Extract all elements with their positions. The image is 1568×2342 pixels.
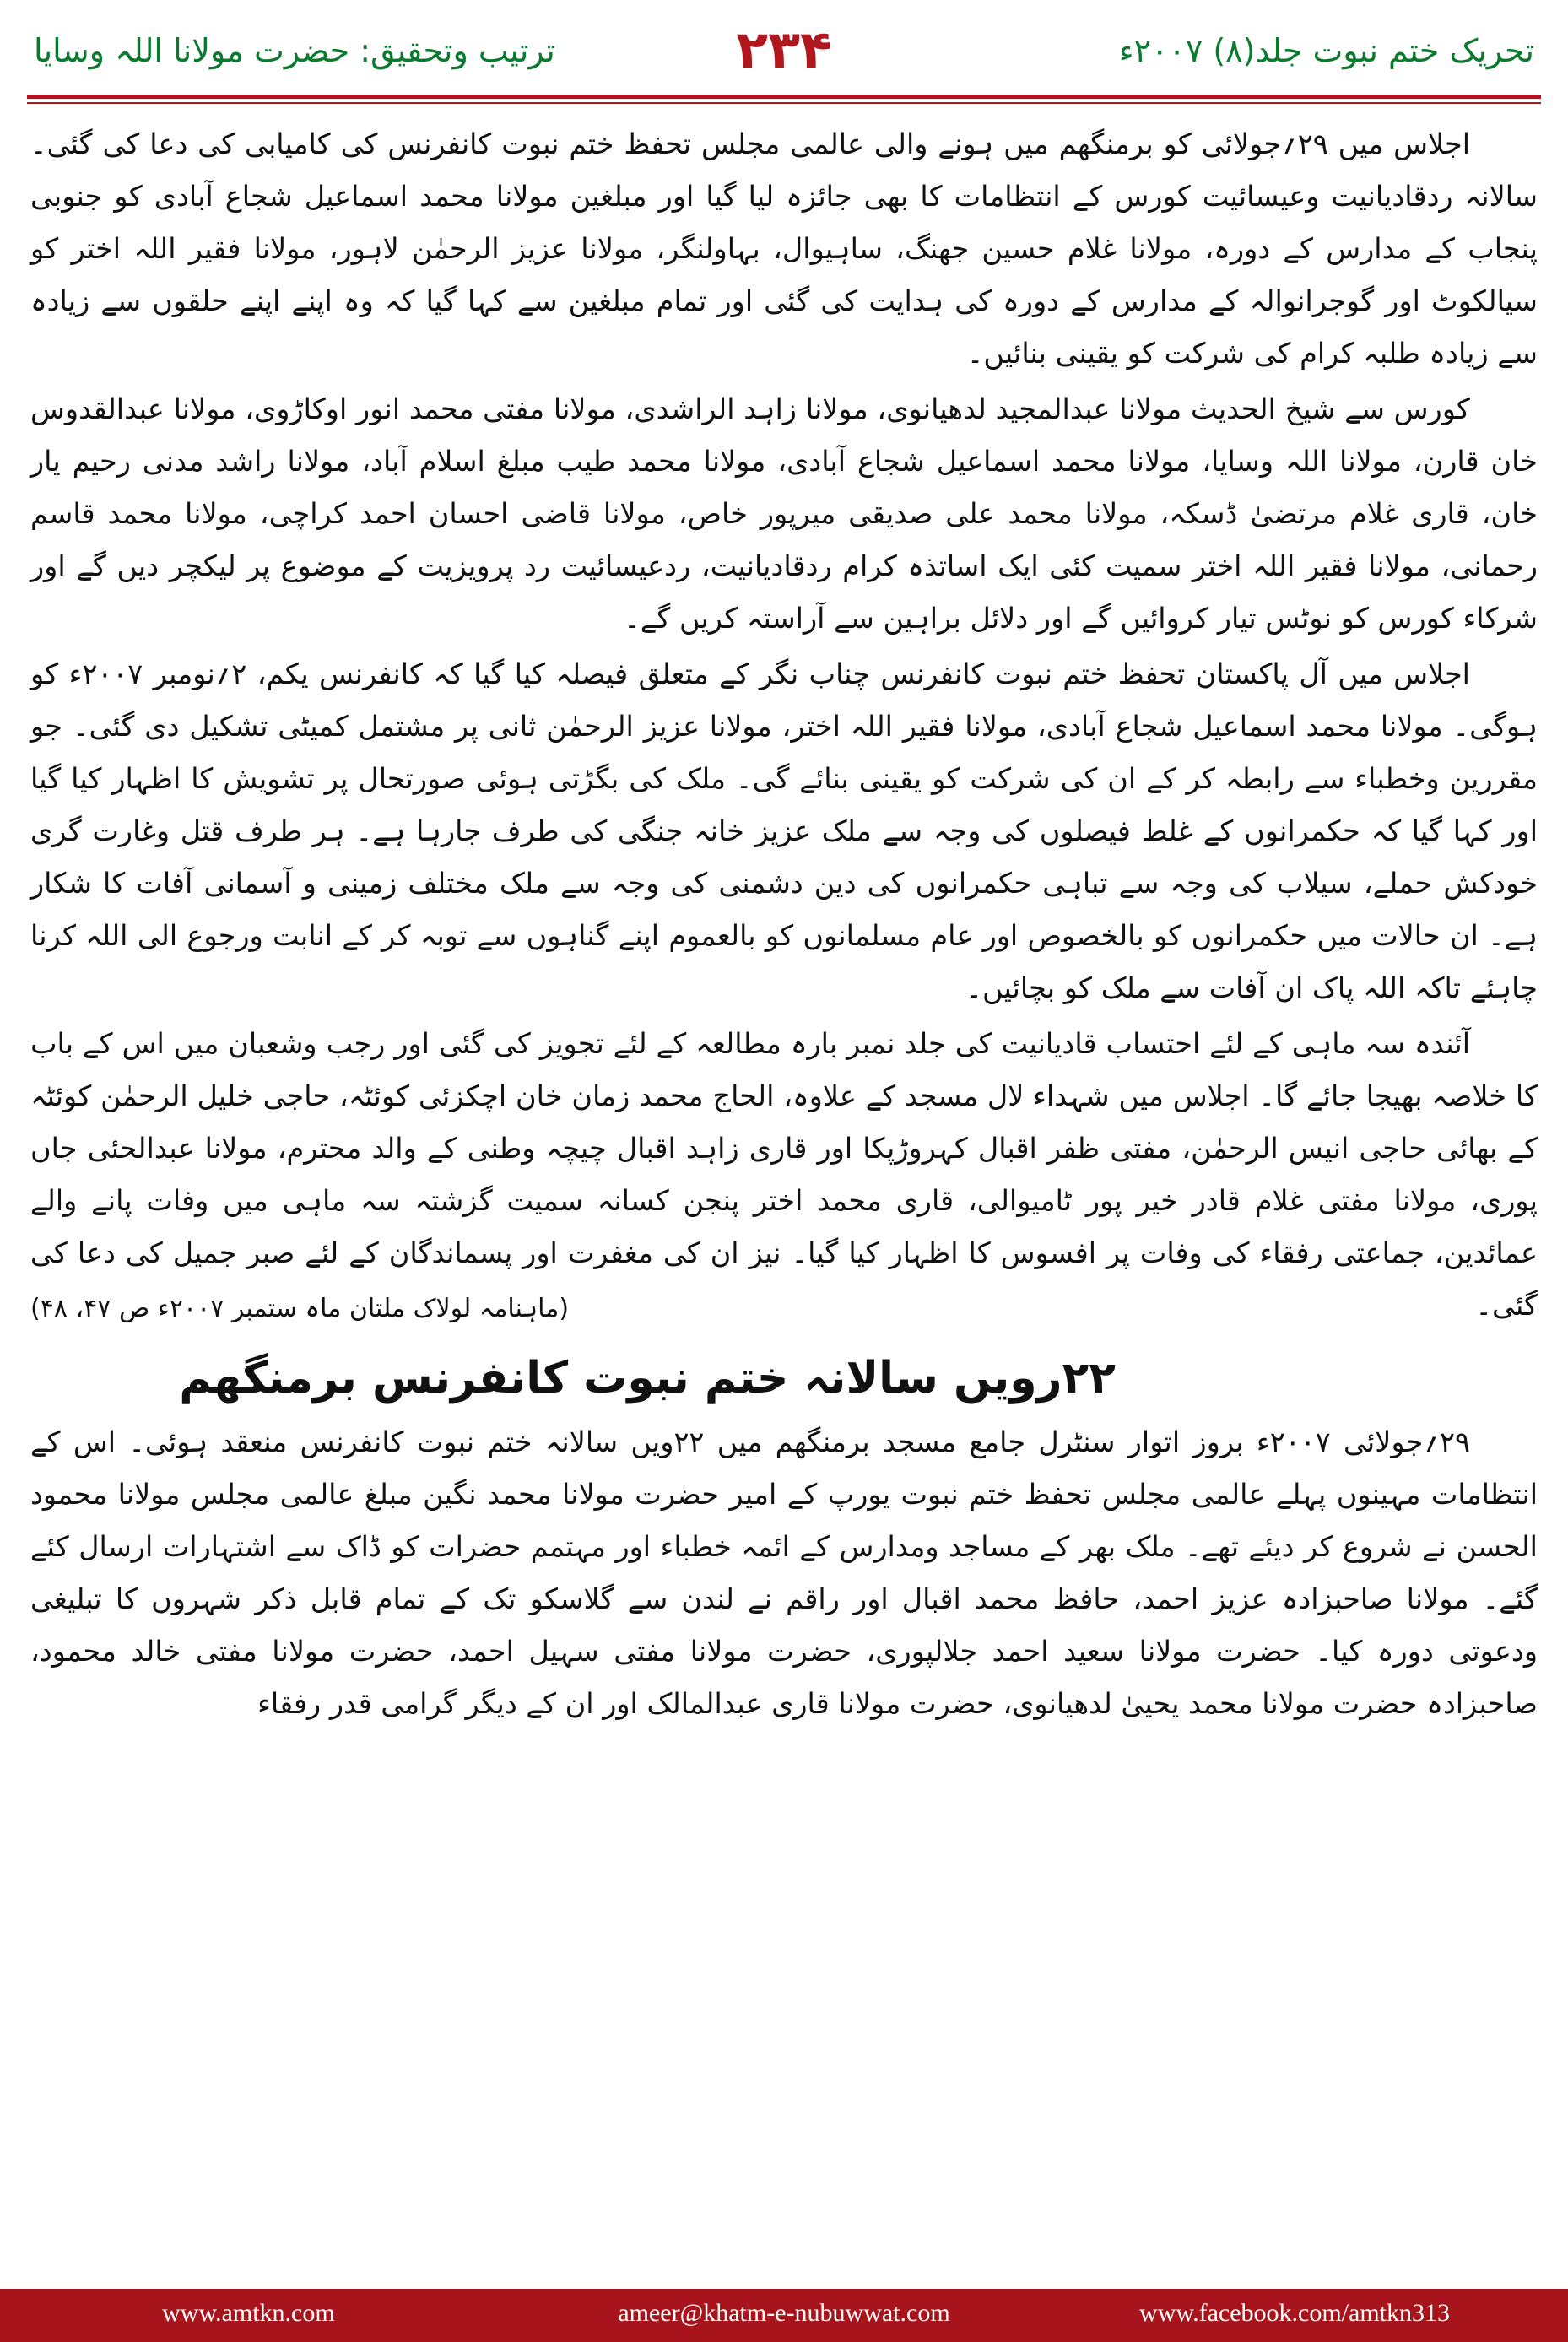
facebook-link[interactable]: www.facebook.com/amtkn313 <box>1139 2299 1450 2327</box>
source-citation: (ماہنامہ لولاک ملتان ماہ ستمبر ۲۰۰۷ء ص ۴۷، ۴۸) <box>30 1294 570 1323</box>
paragraph: اجلاس میں ۲۹؍جولائی کو برمنگھم میں ہونے والی عالمی مجلس تحفظ ختم نبوت کانفرنس کی کامیابی کی دعا کی گئی۔ سالانہ ردقادیانیت وعیسائیت کورس کے انتظامات کا بھی جائزہ لیا گیا اور مبلغین مولانا محمد اسماعیل شجاع آبادی کو جنوبی پنجاب کے مدارس کے دورہ، مولانا غلام حسین جھنگ، ساہیوال، بہاولنگر، مولانا عزیز الرحمٰن لاہور، مولانا فقیر اللہ اختر کو سیالکوٹ اور گوجرانوالہ کے مدارس کے دورہ کی ہدایت کی گئی اور تمام مبلغین سے کہا گیا کہ وہ اپنے اپنے حلقوں سے زیادہ سے زیادہ طلبہ کرام کی شرکت کو یقینی بنائیں۔ <box>30 127 1538 370</box>
page-footer <box>0 2289 1568 2342</box>
email-link[interactable]: ameer@khatm-e-nubuwwat.com <box>618 2299 950 2327</box>
section-heading: ۲۲رویں سالانہ ختم نبوت کانفرنس برمنگھم <box>179 1353 1116 1404</box>
compiler-credit: ترتیب وتحقیق: حضرت مولانا اللہ وسایا <box>34 32 555 69</box>
paragraph: ۲۹؍جولائی ۲۰۰۷ء بروز اتوار سنٹرل جامع مسجد برمنگھم میں ۲۲ویں سالانہ ختم نبوت کانفرنس منعقد ہوئی۔ اس کے انتظامات مہینوں پہلے عالمی مجلس تحفظ ختم نبوت یورپ کے امیر حضرت مولانا محمد نگین مبلغ عالمی مجلس مولانا محمود الحسن نے شروع کر دیئے تھے۔ ملک بھر کے مساجد ومدارس کے ائمہ خطباء اور مہتمم حضرات کو ڈاک سے اشتہارات ارسال کئے گئے۔ مولانا صاحبزادہ عزیز احمد، حافظ محمد اقبال اور راقم نے لندن سے گلاسکو تک کے تمام قابل ذکر شہروں کا تبلیغی ودعوتی دورہ کیا۔ حضرت مولانا سعید احمد جلالپوری، حضرت مولانا مفتی سہیل احمد، حضرت مولانا مفتی خالد محمود، صاحبزادہ حضرت مولانا محمد یحییٰ لدھیانوی، حضرت مولانا قاری عبدالمالک اور ان کے دیگر گرامی قدر رفقاء <box>30 1425 1538 1720</box>
header-divider-thin <box>27 102 1541 104</box>
page-number: ۲۳۴ <box>736 19 832 80</box>
book-title: تحریک ختم نبوت جلد(۸) ۲۰۰۷ء <box>1118 32 1534 69</box>
paragraph: اجلاس میں آل پاکستان تحفظ ختم نبوت کانفرنس چناب نگر کے متعلق فیصلہ کیا گیا کہ کانفرنس یکم، ۲؍نومبر ۲۰۰۷ء کو ہوگی۔ مولانا محمد اسماعیل شجاع آبادی، مولانا فقیر اللہ اختر، مولانا عزیز الرحمٰن ثانی پر مشتمل کمیٹی تشکیل دی گئی۔ جو مقررین وخطباء سے رابطہ کر کے ان کی شرکت کو یقینی بنائے گی۔ ملک کی بگڑتی ہوئی صورتحال پر تشویش کا اظہار کیا گیا اور کہا گیا کہ حکمرانوں کے غلط فیصلوں کی وجہ سے ملک عزیز خانہ جنگی کی طرف جارہا ہے۔ ہر طرف قتل وغارت گری خودکش حملے، سیلاب کی وجہ سے تباہی حکمرانوں کی دین دشمنی کی وجہ سے ملک مختلف زمینی و آسمانی آفات کا شکار ہے۔ ان حالات میں حکمرانوں کو بالخصوص اور عام مسلمانوں کو بالعموم اپنے گناہوں سے توبہ کر کے انابت ورجوع الی اللہ کرنا چاہئے تاکہ اللہ پاک ان آفات سے ملک کو بچائیں۔ <box>30 657 1538 1004</box>
paragraph: آئندہ سہ ماہی کے لئے احتساب قادیانیت کی جلد نمبر بارہ مطالعہ کے لئے تجویز کی گئی اور رجب وشعبان میں اس کے باب کا خلاصہ بھیجا جائے گا۔ اجلاس میں شہداء لال مسجد کے علاوہ، الحاج محمد زمان خان اچکزئی کوئٹہ، حاجی خلیل الرحمٰن کوئٹہ کے بھائی حاجی انیس الرحمٰن، مفتی ظفر اقبال کہروڑپکا اور قاری زاہد اقبال چیچہ وطنی کے والد محترم، مولانا عبدالحئی جاں پوری، مولانا مفتی غلام قادر خیر پور ٹامیوالی، قاری محمد اختر پنجن کسانہ سمیت گزشتہ سہ ماہی میں وفات پانے والے عمائدین، جماعتی رفقاء کی وفات پر افسوس کا اظہار کیا گیا۔ نیز ان کی مغفرت اور پسماندگان کے لئے صبر جمیل کی دعا کی گئی۔ <box>30 1027 1538 1322</box>
page-body <box>30 118 1538 1734</box>
page-header <box>0 0 1568 91</box>
header-divider <box>27 95 1541 99</box>
paragraph: کورس سے شیخ الحدیث مولانا عبدالمجید لدھیانوی، مولانا زاہد الراشدی، مولانا مفتی محمد انور اوکاڑوی، مولانا عبدالقدوس خان قارن، مولانا اللہ وسایا، مولانا محمد اسماعیل شجاع آبادی، مولانا محمد طیب مبلغ اسلام آباد، مولانا راشد مدنی رحیم یار خان، قاری غلام مرتضیٰ ڈسکہ، مولانا محمد علی صدیقی میرپور خاص، مولانا قاضی احسان احمد کراچی، مولانا محمد قاسم رحمانی، مولانا فقیر اللہ اختر سمیت کئی ایک اساتذہ کرام ردقادیانیت، ردعیسائیت رد پرویزیت کے موضوع پر لیکچر دیں گے اور شرکاء کورس کو نوٹس تیار کروائیں گے اور دلائل براہین سے آراستہ کریں گے۔ <box>30 392 1538 635</box>
website-link[interactable]: www.amtkn.com <box>162 2299 335 2327</box>
